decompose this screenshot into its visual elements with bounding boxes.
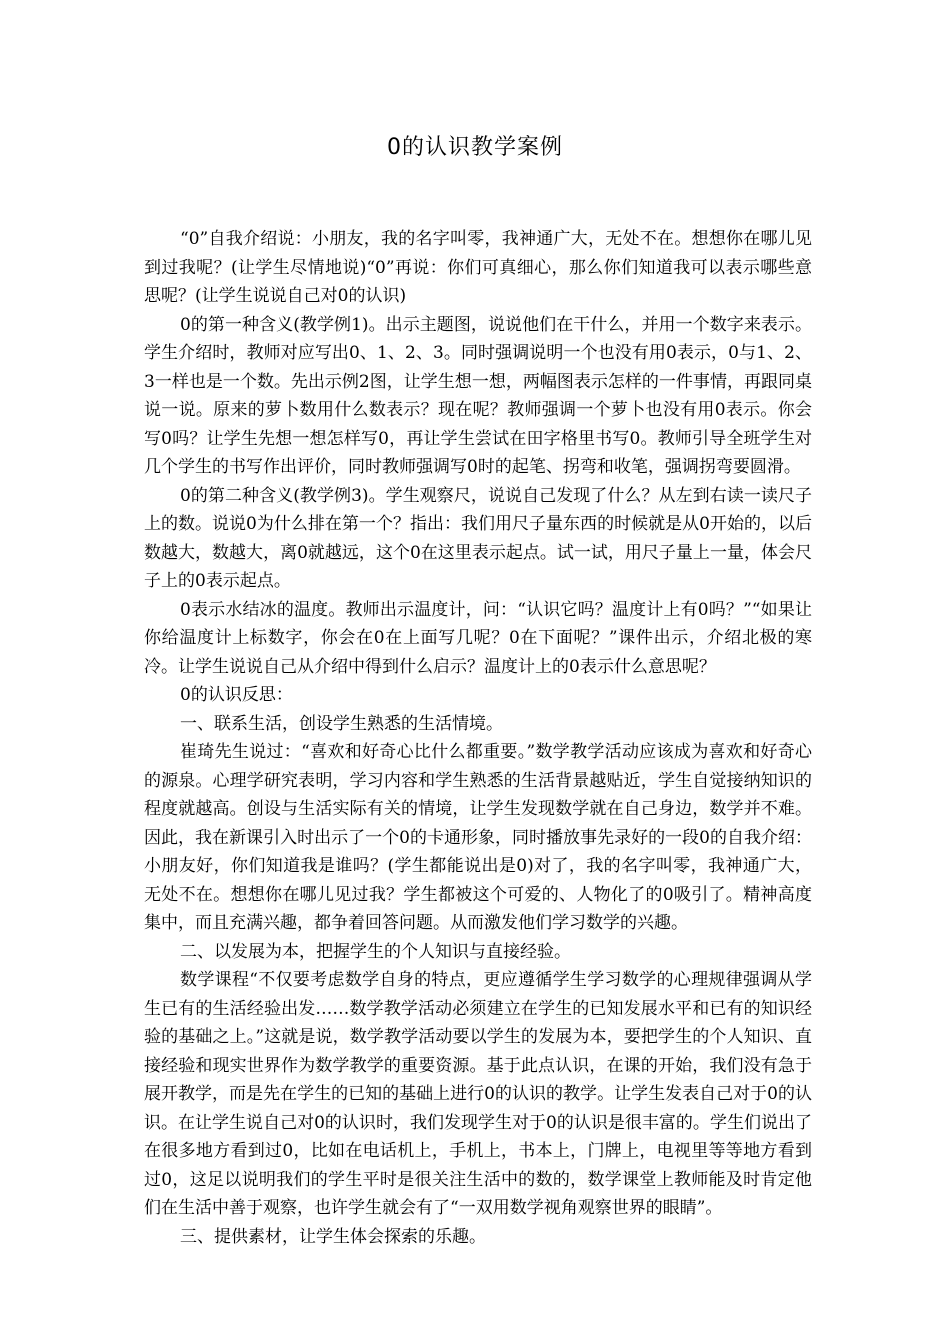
paragraph: 0的第二种含义(教学例3)。学生观察尺，说说自己发现了什么？从左到右读一读尺子上的数。说说0为什么排在第一个？指出：我们用尺子量东西的时候就是从0开始的，以后数越大，数越大，离0就越远，这个0在这里表示起点。试一试，用尺子量上一量，体会尺子上的0表示起点。 [144,485,812,591]
paragraph: 崔琦先生说过：“喜欢和好奇心比什么都重要。”数学教学活动应该成为喜欢和好奇心的源泉。心理学研究表明，学习内容和学生熟悉的生活背景越贴近，学生自觉接纳知识的程度就越高。创设与生活实际有关的情境，让学生发现数学就在自己身边，数学并不难。因此，我在新课引入时出示了一个0的卡通形象，同时播放事先录好的一段0的自我介绍：小朋友好，你们知道我是谁吗？(学生都能说出是0)对了，我的名字叫零，我神通广大，无处不在。想想你在哪儿见过我？学生都被这个可爱的、人物化了的0吸引了。精神高度集中，而且充满兴趣，都争着回答问题。从而激发他们学习数学的兴趣。 [144,742,812,933]
paragraph: 数学课程“不仅要考虑数学自身的特点，更应遵循学生学习数学的心理规律强调从学生已有的生活经验出发……数学教学活动必须建立在学生的已知发展水平和已有的知识经验的基础之上。”这就是说，数学教学活动要以学生的发展为本，要把学生的个人知识、直接经验和现实世界作为数学教学的重要资源。基于此点认识，在课的开始，我们没有急于展开教学，而是先在学生的已知的基础上进行0的认识的教学。让学生发表自己对于0的认识。在让学生说自己对0的认识时，我们发现学生对于0的认识是很丰富的。学生们说出了在很多地方看到过0，比如在电话机上，手机上，书本上，门牌上，电视里等等地方看到过0，这足以说明我们的学生平时是很关注生活中的数的，数学课堂上教师能及时肯定他们在生活中善于观察，也许学生就会有了“一双用数学视角观察世界的眼睛”。 [144,970,812,1218]
paragraph: “0”自我介绍说：小朋友，我的名字叫零，我神通广大，无处不在。想想你在哪儿见到过我呢？(让学生尽情地说)“0”再说：你们可真细心，那么你们知道我可以表示哪些意思呢？(让学生说说自己对0的认识) [144,229,812,306]
section-heading: 三、提供素材，让学生体会探索的乐趣。 [180,1226,486,1247]
paragraph-heading: 0的认识反思： [180,685,293,705]
document-title: 0的认识教学案例 [387,135,563,160]
section-heading: 一、联系生活，创设学生熟悉的生活情境。 [180,713,503,734]
paragraph: 0表示水结冰的温度。教师出示温度计，问：“认识它吗？温度计上有0吗？”“如果让你给温度计上标数字，你会在0在上面写几呢？0在下面呢？”课件出示，介绍北极的寒冷。让学生说说自己从介绍中得到什么启示？温度计上的0表示什么意思呢？ [144,599,812,677]
section-heading: 二、以发展为本，把握学生的个人知识与直接经验。 [180,941,571,962]
paragraph: 0的第一种含义(教学例1)。出示主题图，说说他们在干什么，并用一个数字来表示。学生介绍时，教师对应写出0、1、2、3。同时强调说明一个也没有用0表示，0与1、2、3一样也是一个数。先出示例2图，让学生想一想，两幅图表示怎样的一件事情，再跟同桌说一说。原来的萝卜数用什么数表示？现在呢？教师强调一个萝卜也没有用0表示。你会写0吗？让学生先想一想怎样写0，再让学生尝试在田字格里书写0。教师引导全班学生对几个学生的书写作出评价，同时教师强调写0时的起笔、拐弯和收笔，强调拐弯要圆滑。 [144,314,812,477]
document-body [144,225,812,1251]
